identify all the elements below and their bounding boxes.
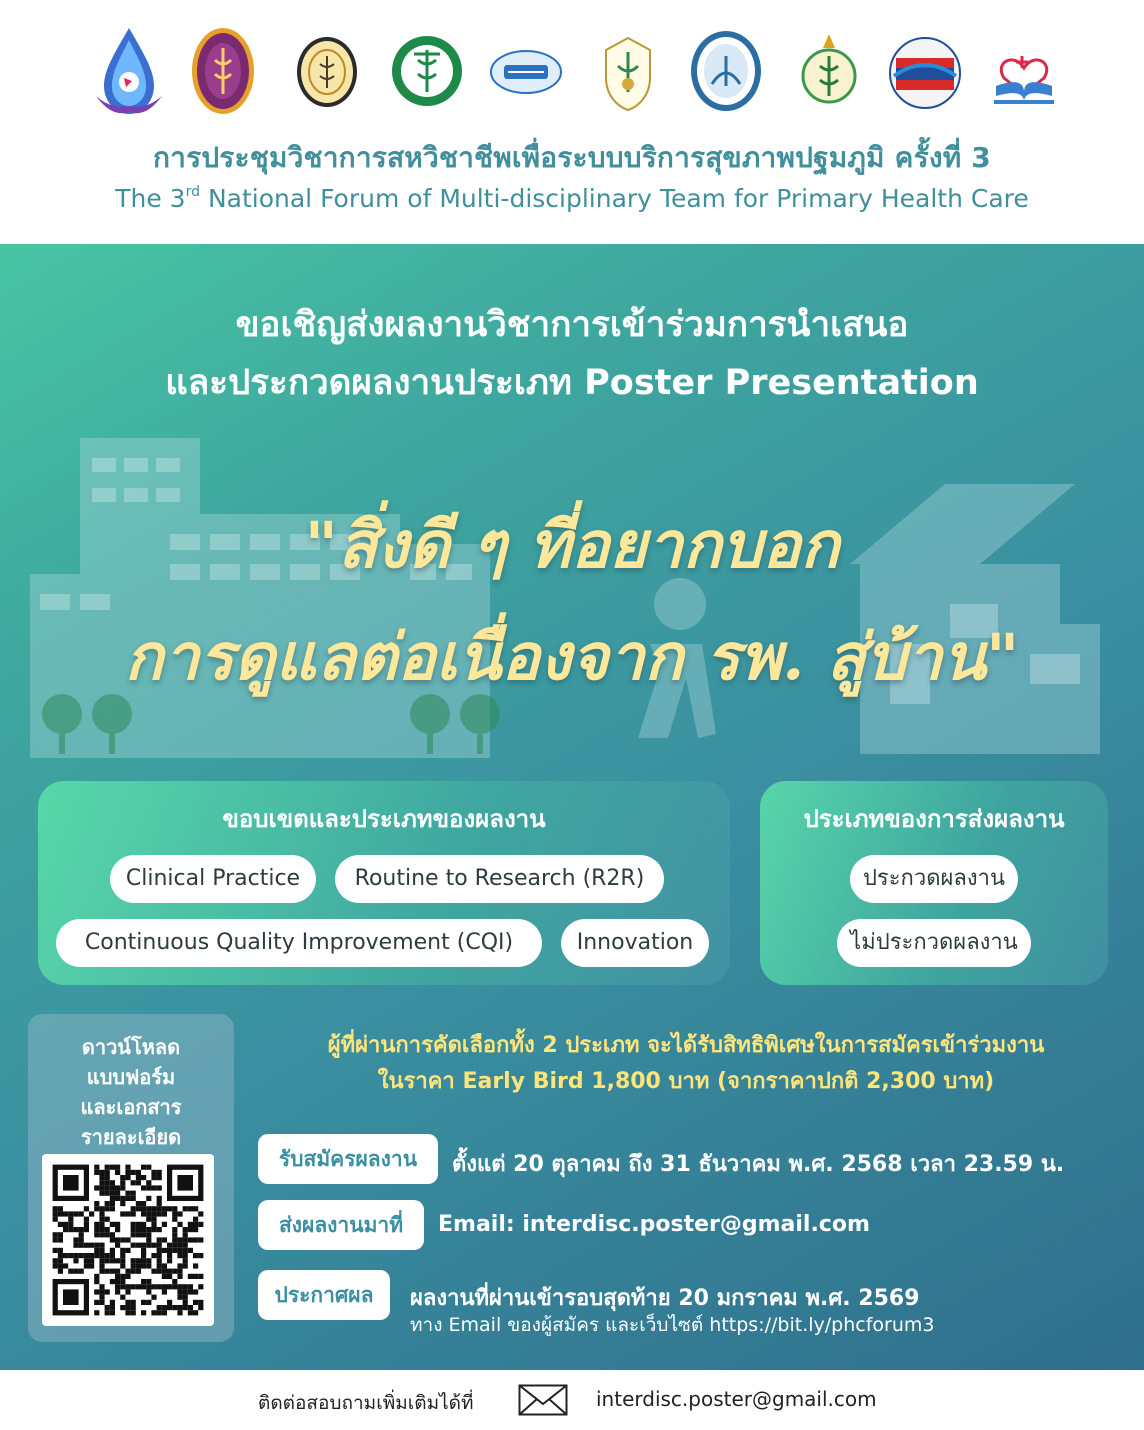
dental-council-logo: [190, 26, 256, 116]
submission-type-no-contest: ไม่ประกวดผลงาน: [837, 919, 1031, 967]
submission-type-heading: ประเภทของการส่งผลงาน: [803, 805, 1065, 833]
social-work-council-logo: [884, 36, 966, 110]
qr-code-frame[interactable]: [42, 1154, 214, 1326]
contact-label: ติดต่อสอบถามเพิ่มเติมได้ที่: [258, 1392, 474, 1414]
contact-footer: [0, 1370, 1144, 1430]
scope-item-clinical-practice: Clinical Practice: [110, 855, 316, 903]
medical-council-seal-logo: [296, 36, 358, 108]
scope-item-innovation: Innovation: [561, 919, 709, 967]
ministry-of-public-health-logo: [390, 34, 464, 108]
envelope-icon: [518, 1384, 568, 1416]
forum-title-thai: การประชุมวิชาการสหวิชาชีพเพื่อระบบบริการสุขภาพปฐมภูมิ ครั้งที่ 3: [153, 141, 991, 174]
submit-to-tag: ส่งผลงานมาที่: [258, 1200, 424, 1250]
announcement-date: ผลงานที่ผ่านเข้ารอบสุดท้าย 20 มกราคม พ.ศ. 2569: [410, 1286, 920, 1311]
qr-code-icon[interactable]: [42, 1154, 214, 1326]
contact-email[interactable]: interdisc.poster@gmail.com: [596, 1387, 877, 1411]
campaign-slogan: [0, 490, 1144, 714]
nhso-oval-logo: [490, 50, 562, 94]
slogan-line-2: การดูแลต่อเนื่องจาก รพ. สู่บ้าน": [124, 620, 1020, 695]
header: [0, 0, 1144, 244]
invitation-line-1: ขอเชิญส่งผลงานวิชาการเข้าร่วมการนำเสนอ: [235, 305, 909, 345]
water-drop-hands-logo: [94, 26, 164, 120]
announcement-channel: ทาง Email ของผู้สมัคร และเว็บไซต์ https://bit.ly/phcforum3: [410, 1314, 935, 1336]
download-label: ดาวน์โหลด แบบฟอร์ม และเอกสาร รายละเอียด: [80, 1035, 182, 1149]
main-panel: [0, 244, 1144, 1370]
submit-email[interactable]: Email: interdisc.poster@gmail.com: [438, 1212, 870, 1237]
forum-title-english: The 3rd National Forum of Multi-disciplinary Team for Primary Health Care: [115, 184, 1029, 213]
nursing-council-logo: [690, 30, 762, 112]
download-qr-box[interactable]: [28, 1014, 234, 1342]
announcement-tag: ประกาศผล: [258, 1270, 390, 1320]
registration-period: ตั้งแต่ 20 ตุลาคม ถึง 31 ธันวาคม พ.ศ. 2568 เวลา 23.59 น.: [452, 1152, 1065, 1177]
community-public-health-logo: [798, 32, 860, 112]
invitation-line-2: และประกวดผลงานประเภท Poster Presentation: [165, 363, 979, 403]
slogan-line-1: "สิ่งดี ๆ ที่อยากบอก: [304, 508, 840, 583]
scope-card: [38, 781, 730, 985]
invitation-heading: [0, 296, 1144, 412]
scope-item-r2r: Routine to Research (R2R): [335, 855, 664, 903]
partner-logos: [0, 22, 1144, 122]
pharmacy-council-logo: [600, 36, 656, 112]
cross-heart-book-logo: [986, 46, 1062, 108]
submission-type-contest: ประกวดผลงาน: [850, 855, 1018, 903]
early-bird-privilege: ผู้ที่ผ่านการคัดเลือกทั้ง 2 ประเภท จะได้รับสิทธิพิเศษในการสมัครเข้าร่วมงาน ในราคา Early Bird 1,800 บาท (จากราคาปกติ 2,300 บาท): [327, 1033, 1045, 1094]
scope-heading: ขอบเขตและประเภทของผลงาน: [222, 805, 546, 833]
registration-tag: รับสมัครผลงาน: [258, 1134, 438, 1184]
submission-type-card: [760, 781, 1108, 985]
scope-item-cqi: Continuous Quality Improvement (CQI): [56, 919, 542, 967]
